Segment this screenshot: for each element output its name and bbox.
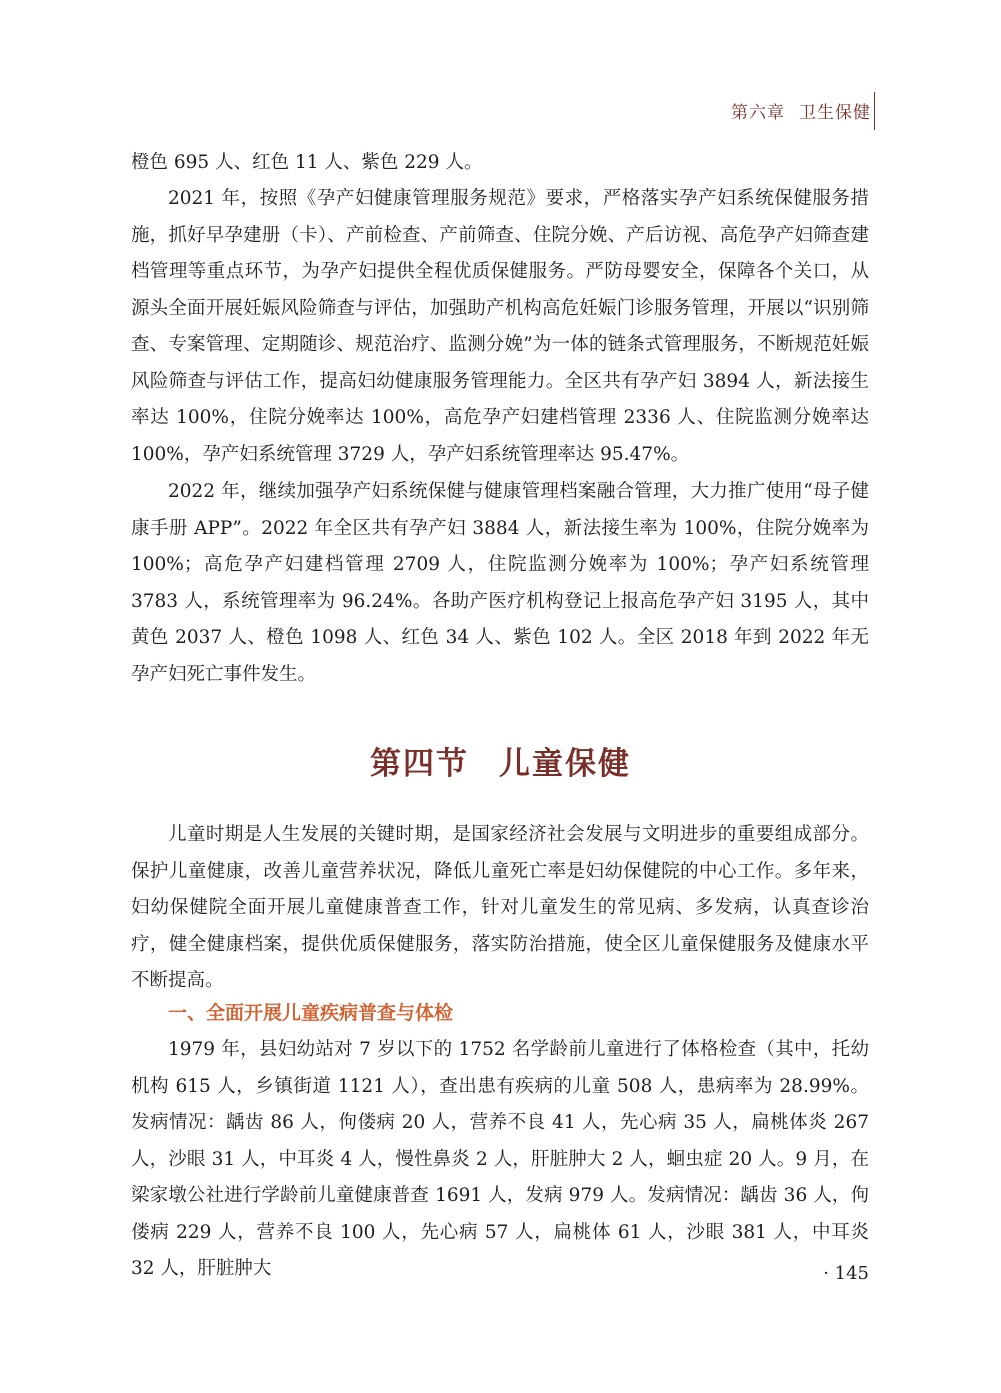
chapter-label: 第六章: [731, 103, 785, 123]
section-title: 儿童保健: [499, 746, 631, 782]
paragraph-2022: 2022 年，继续加强孕产妇系统保健与健康管理档案融合管理，大力推广使用“母子健康手册 APP”。2022 年全区共有孕产妇 3884 人，新法接生率为 100%，住院分娩率为 100%；高危孕产妇建档管理 2709 人，住院监测分娩率为 100%；孕产妇系统管理 3783 人，系统管理率为 96.24%。各助产医疗机构登记上报高危孕产妇 3195 人，其中黄色 2037 人、橙色 1098 人、红色 34 人、紫色 102 人。全区 2018 年到 2022 年无孕产妇死亡事件发生。: [131, 481, 869, 685]
running-header: [731, 98, 871, 123]
paragraph-1979: 1979 年，县妇幼站对 7 岁以下的 1752 名学龄前儿童进行了体格检查（其中，托幼机构 615 人，乡镇街道 1121 人），查出患有疾病的儿童 508 人，患病率为 28.99%。发病情况：龋齿 86 人，佝偻病 20 人，营养不良 41 人，先心病 35 人，扁桃体炎 267 人，沙眼 31 人，中耳炎 4 人，慢性鼻炎 2 人，肝脏肿大 2 人，蛔虫症 20 人。9 月，在梁家墩公社进行学龄前儿童健康普查 1691 人，发病 979 人。发病情况：龋齿 36 人，佝偻病 229 人，营养不良 100 人，先心病 57 人，扁桃体 61 人，沙眼 381 人，中耳炎 32 人，肝脏肿大: [131, 1039, 869, 1279]
header-divider: [874, 92, 875, 130]
page-number: · 145: [823, 1263, 869, 1284]
chapter-title: 卫生保健: [799, 103, 871, 123]
paragraph-2021: 2021 年，按照《孕产妇健康管理服务规范》要求，严格落实孕产妇系统保健服务措施，抓好早孕建册（卡）、产前检查、产前筛查、住院分娩、产后访视、高危孕产妇筛查建档管理等重点环节，为孕产妇提供全程优质保健服务。严防母婴安全，保障各个关口，从源头全面开展妊娠风险筛查与评估，加强助产机构高危妊娠门诊服务管理，开展以“识别筛查、专案管理、定期随诊、规范治疗、监测分娩”为一体的链条式管理服务，不断规范妊娠风险筛查与评估工作，提高妇幼健康服务管理能力。全区共有孕产妇 3894 人，新法接生率达 100%，住院分娩率达 100%，高危孕产妇建档管理 2336 人、住院监测分娩率达 100%，孕产妇系统管理 3729 人，孕产妇系统管理率达 95.47%。: [131, 188, 869, 465]
section-number: 第四节: [370, 746, 469, 782]
paragraph-intro: 儿童时期是人生发展的关键时期，是国家经济社会发展与文明进步的重要组成部分。保护儿童健康，改善儿童营养状况，降低儿童死亡率是妇幼保健院的中心工作。多年来，妇幼保健院全面开展儿童健康普查工作，针对儿童发生的常见病、多发病，认真查诊治疗，健全健康档案，提供优质保健服务，落实防治措施，使全区儿童保健服务及健康水平不断提高。: [131, 824, 869, 991]
paragraph-continuation: 橙色 695 人、红色 11 人、紫色 229 人。: [131, 152, 483, 173]
section-heading: [0, 738, 1001, 783]
subsection-heading: 一、全面开展儿童疾病普查与体检: [168, 1002, 454, 1024]
